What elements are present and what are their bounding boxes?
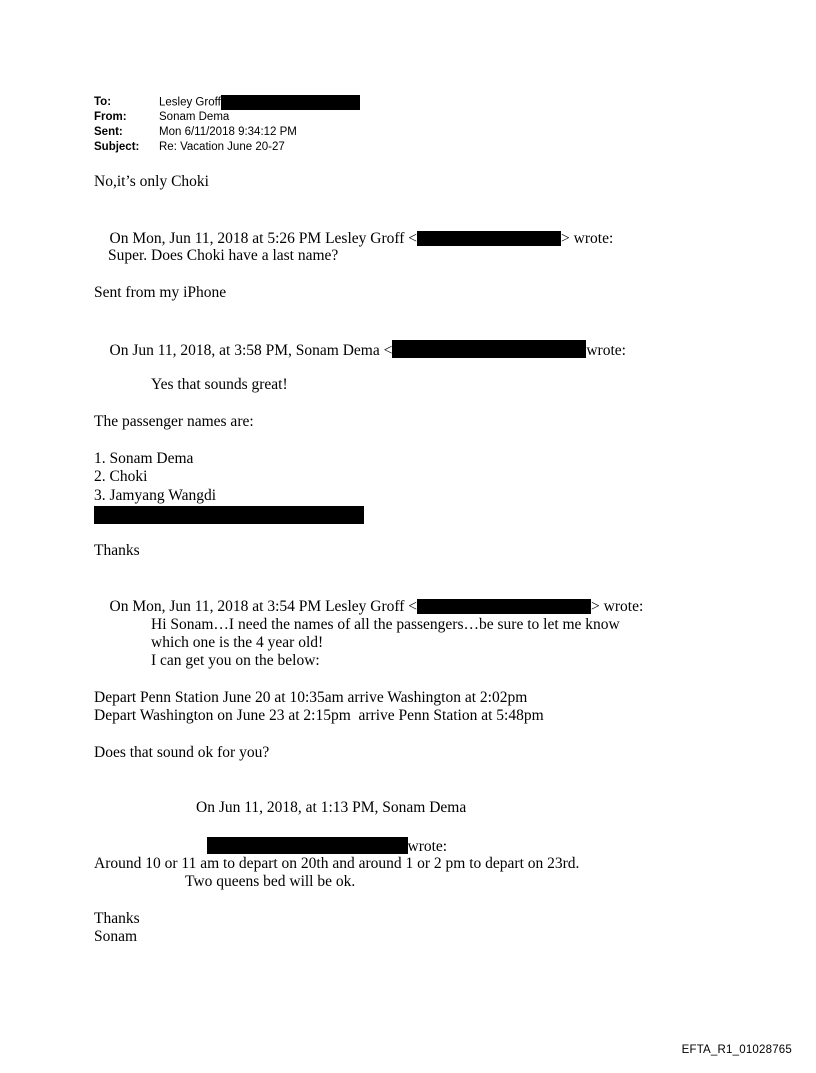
quote2-attribution-post: wrote: bbox=[586, 341, 626, 359]
header-row-to bbox=[94, 95, 714, 110]
header-label-subject: Subject: bbox=[94, 141, 140, 153]
header-value-from: Sonam Dema bbox=[159, 111, 230, 123]
header-value-subject: Re: Vacation June 20-27 bbox=[159, 141, 285, 153]
header-value-sent: Mon 6/11/2018 9:34:12 PM bbox=[159, 126, 297, 138]
quote2-attribution bbox=[94, 321, 774, 379]
passenger-intro: The passenger names are: bbox=[94, 413, 254, 430]
header-label-to: To: bbox=[94, 96, 112, 108]
quote3-text-line-2: which one is the 4 year old! bbox=[151, 634, 324, 651]
to-redaction bbox=[221, 95, 360, 110]
header-label-sent: Sent: bbox=[94, 126, 123, 138]
quote1-attribution-pre: On Mon, Jun 11, 2018 at 5:26 PM Lesley Groff < bbox=[109, 229, 418, 247]
quote1-address-redaction bbox=[417, 231, 561, 246]
header-value-to: Lesley Groff bbox=[159, 95, 360, 111]
signature-line: Sonam bbox=[94, 928, 138, 945]
quote3-attribution-pre: On Mon, Jun 11, 2018 at 3:54 PM Lesley Groff < bbox=[109, 597, 418, 615]
sent-from-line: Sent from my iPhone bbox=[94, 284, 227, 301]
passenger-item-1: 1. Sonam Dema bbox=[94, 450, 194, 467]
quote1-attribution-post: > wrote: bbox=[561, 229, 614, 247]
quote4-text-line-2: Two queens bed will be ok. bbox=[185, 873, 356, 890]
itinerary-line-2: Depart Washington on June 23 at 2:15pm arrive Penn Station at 5:48pm bbox=[94, 707, 544, 724]
passenger-item-3: 3. Jamyang Wangdi bbox=[94, 487, 217, 504]
confirmation-question: Does that sound ok for you? bbox=[94, 744, 270, 761]
quote3-address-redaction bbox=[417, 599, 591, 614]
reply-opening-line: No,it’s only Choki bbox=[94, 173, 209, 190]
header-row-sent bbox=[94, 125, 714, 140]
header-label-from: From: bbox=[94, 111, 127, 123]
quote4-text-line-1: Around 10 or 11 am to depart on 20th and around 1 or 2 pm to depart on 23rd. bbox=[94, 855, 580, 872]
quote3-attribution-post: > wrote: bbox=[591, 597, 644, 615]
quote2-attribution-pre: On Jun 11, 2018, at 3:58 PM, Sonam Dema < bbox=[109, 341, 393, 359]
header-row-subject bbox=[94, 140, 714, 155]
quote4-attribution: On Jun 11, 2018, at 1:13 PM, Sonam Dema bbox=[196, 799, 467, 816]
quote2-text: Yes that sounds great! bbox=[151, 376, 288, 393]
quote3-text-line-3: I can get you on the below: bbox=[151, 652, 320, 669]
header-row-from bbox=[94, 110, 714, 125]
bates-number: EFTA_R1_01028765 bbox=[681, 1044, 792, 1056]
quote1-text: Super. Does Choki have a last name? bbox=[108, 247, 339, 264]
quote4-address-redaction bbox=[207, 837, 408, 854]
passenger-block-redaction bbox=[94, 506, 364, 524]
quote3-text-line-1: Hi Sonam…I need the names of all the passengers…be sure to let me know bbox=[151, 616, 620, 633]
itinerary-line-1: Depart Penn Station June 20 at 10:35am arrive Washington at 2:02pm bbox=[94, 689, 528, 706]
email-header bbox=[94, 95, 714, 155]
passenger-item-2: 2. Choki bbox=[94, 468, 148, 485]
quote2-address-redaction bbox=[392, 340, 586, 358]
thanks-line-1: Thanks bbox=[94, 542, 140, 559]
thanks-line-2: Thanks bbox=[94, 910, 140, 927]
quote4-attribution-post: wrote: bbox=[407, 837, 448, 855]
